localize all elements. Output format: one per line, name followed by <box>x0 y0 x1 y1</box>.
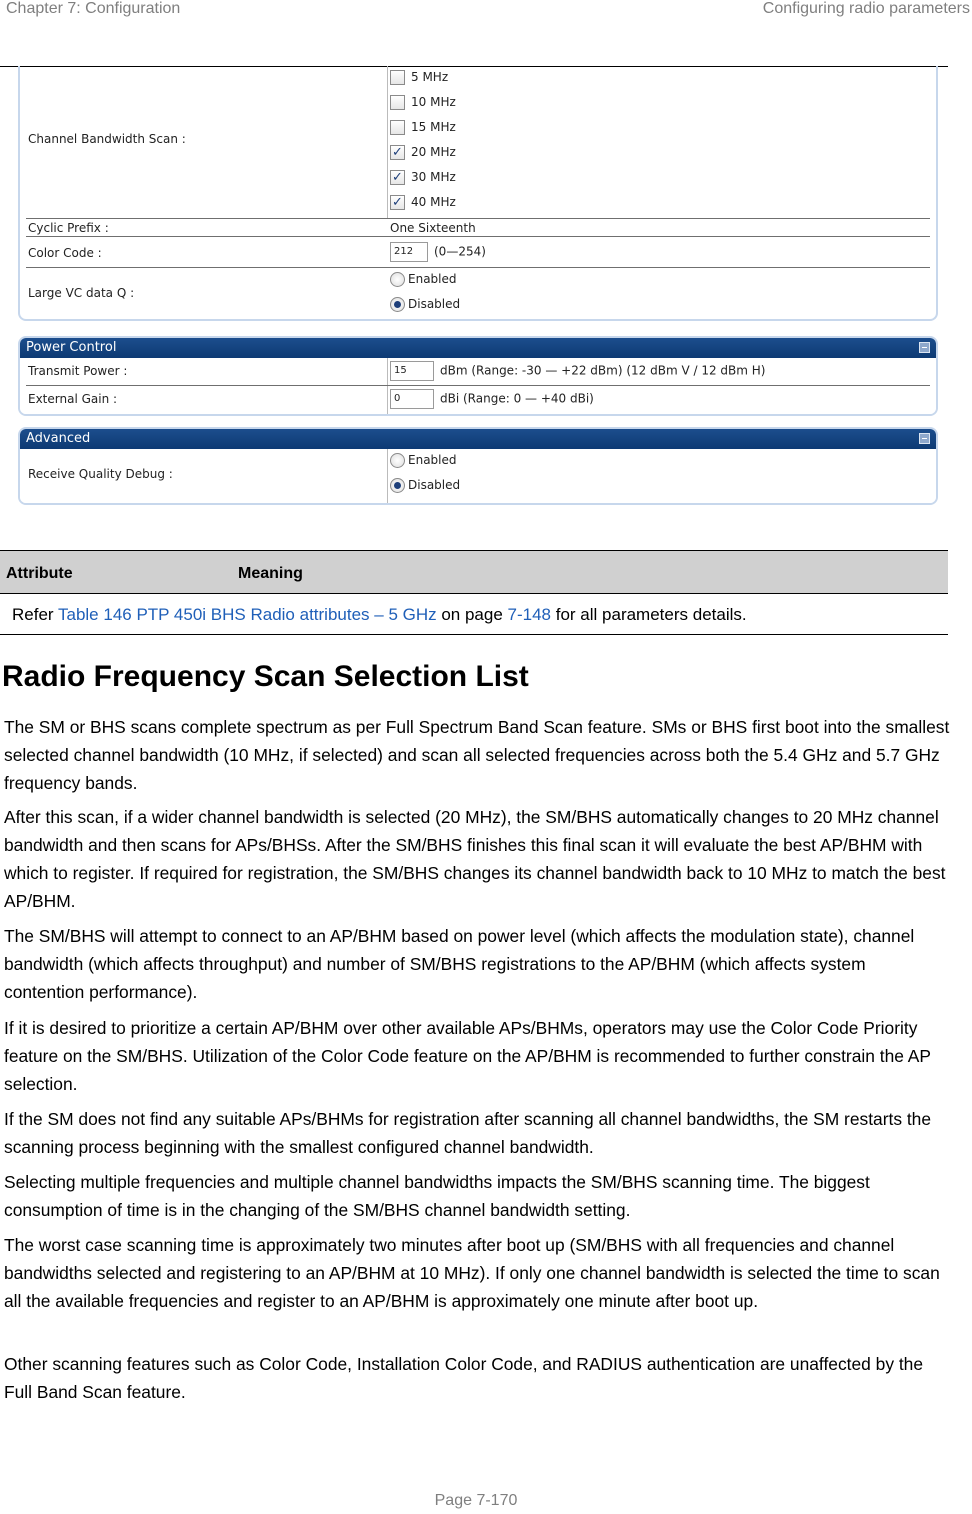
power-control-body <box>20 358 936 414</box>
paragraph: The SM or BHS scans complete spectrum as per Full Spectrum Band Scan feature. SMs or BHS first boot into the smallest selected channel bandwidth (10 MHz, if selected) and scan all selected frequencies across both the 5.4 GHz and 5.7 GHz frequency bands. <box>4 717 950 793</box>
checkbox-20mhz[interactable]: ✓ <box>390 145 405 160</box>
radio-disabled[interactable] <box>390 478 405 493</box>
paragraph: The worst case scanning time is approximately two minutes after boot up (SM/BHS with all frequencies and channel bandwidths selected and registering to an AP/BHM at 10 MHz). If only one channel bandwidth is selected the time to scan all the available frequencies and register to an AP/BHM is approximately one minute after boot up. <box>4 1235 940 1311</box>
row-divider <box>26 267 930 268</box>
color-code-range: (0—254) <box>434 244 486 259</box>
bandwidth-option[interactable]: 15 MHz <box>390 120 456 135</box>
paragraph: Other scanning features such as Color Code, Installation Color Code, and RADIUS authentication are unaffected by the Full Band Scan feature. <box>4 1354 924 1402</box>
configuration-screenshot <box>0 66 948 521</box>
color-code-input[interactable]: 212 <box>390 242 428 262</box>
paragraph: If it is desired to prioritize a certain AP/BHM over other available APs/BHMs, operators may use the Color Code Priority feature on the SM/BHS. Utilization of the Color Code feature on the AP/BHM is recommended to further constrain the AP selection. <box>4 1018 931 1094</box>
column-divider <box>387 449 388 503</box>
radio-disabled[interactable] <box>390 297 405 312</box>
radio-enabled[interactable] <box>390 453 405 468</box>
table-row <box>0 595 948 635</box>
radio-option[interactable]: Disabled <box>390 297 460 312</box>
receive-quality-debug-label: Receive Quality Debug : <box>28 467 173 481</box>
meaning-column-header: Meaning <box>238 565 303 582</box>
transmit-power-input[interactable]: 15 <box>390 361 434 381</box>
collapse-icon[interactable] <box>919 342 930 353</box>
external-gain-label: External Gain : <box>28 392 118 406</box>
power-control-header[interactable] <box>20 338 936 358</box>
radio-panel <box>18 66 938 321</box>
paragraph: After this scan, if a wider channel bandwidth is selected (20 MHz), the SM/BHS automatically changes to 20 MHz channel bandwidth and then scans for APs/BHSs. After the SM/BHS finishes this final scan it will evaluate the best AP/BHM with which to register. If required for registration, the SM/BHS changes its channel bandwidth back to 10 MHz to match the best AP/BHM. <box>4 807 946 911</box>
bandwidth-option[interactable]: ✓ 20 MHz <box>390 145 456 160</box>
paragraph: Selecting multiple frequencies and multiple channel bandwidths impacts the SM/BHS scanning time. The biggest consumption of time is in the changing of the SM/BHS channel bandwidth setting. <box>4 1172 870 1220</box>
checkbox-15mhz[interactable] <box>390 120 405 135</box>
cyclic-prefix-value: One Sixteenth <box>390 221 476 235</box>
section-title: Radio Frequency Scan Selection List <box>2 660 529 693</box>
power-control-panel <box>18 336 938 416</box>
paragraph: If the SM does not find any suitable APs/BHMs for registration after scanning all channel bandwidths, the SM restarts the scanning process beginning with the smallest configured channel bandwidth. <box>4 1109 932 1157</box>
section-header: Configuring radio parameters <box>762 0 970 17</box>
paragraph: The SM/BHS will attempt to connect to an AP/BHM based on power level (which affects the modulation state), channel bandwidth (which affects throughput) and number of SM/BHS registrations to the AP/BHM (which affects system contention performance). <box>4 926 915 1002</box>
row-divider <box>26 385 930 386</box>
bandwidth-option[interactable]: ✓ 30 MHz <box>390 170 456 185</box>
row-divider <box>26 218 930 219</box>
column-divider <box>387 66 388 218</box>
radio-enabled[interactable] <box>390 272 405 287</box>
column-divider <box>387 358 388 414</box>
color-code-control <box>390 242 486 262</box>
transmit-power-hint: dBm (Range: -30 — +22 dBm) (12 dBm V / 12 dBm H) <box>440 363 766 378</box>
checkbox-40mhz[interactable]: ✓ <box>390 195 405 210</box>
radio-option[interactable]: Disabled <box>390 478 460 493</box>
bandwidth-option[interactable]: ✓ 40 MHz <box>390 195 456 210</box>
transmit-power-control <box>390 361 765 381</box>
table-reference-link[interactable]: Table 146 PTP 450i BHS Radio attributes – 5 GHz <box>58 605 437 624</box>
color-code-label: Color Code : <box>28 246 102 260</box>
row-divider <box>26 236 930 237</box>
channel-bandwidth-scan-label: Channel Bandwidth Scan : <box>28 132 186 146</box>
collapse-icon[interactable] <box>919 433 930 444</box>
advanced-body <box>20 449 936 503</box>
chapter-header: Chapter 7: Configuration <box>6 0 181 17</box>
bandwidth-option[interactable]: 10 MHz <box>390 95 456 110</box>
checkbox-5mhz[interactable] <box>390 70 405 85</box>
bandwidth-option[interactable]: 5 MHz <box>390 70 448 85</box>
checkbox-10mhz[interactable] <box>390 95 405 110</box>
advanced-title: Advanced <box>26 431 91 446</box>
page-number: Page 7-170 <box>434 1492 518 1509</box>
table-row-text: Refer Table 146 PTP 450i BHS Radio attributes – 5 GHz on page 7-148 for all parameters details. <box>12 605 747 624</box>
power-control-title: Power Control <box>26 340 117 355</box>
external-gain-control <box>390 389 594 409</box>
large-vc-data-q-label: Large VC data Q : <box>28 286 135 300</box>
external-gain-hint: dBi (Range: 0 — +40 dBi) <box>440 391 594 406</box>
advanced-header[interactable] <box>20 429 936 449</box>
attribute-column-header: Attribute <box>6 565 73 582</box>
checkbox-30mhz[interactable]: ✓ <box>390 170 405 185</box>
radio-option[interactable]: Enabled <box>390 453 457 468</box>
page-reference-link[interactable]: 7-148 <box>507 605 552 624</box>
radio-option[interactable]: Enabled <box>390 272 457 287</box>
advanced-panel <box>18 427 938 505</box>
table-header-row <box>0 551 948 594</box>
external-gain-input[interactable]: 0 <box>390 389 434 409</box>
cyclic-prefix-label: Cyclic Prefix : <box>28 221 109 235</box>
transmit-power-label: Transmit Power : <box>28 364 128 378</box>
